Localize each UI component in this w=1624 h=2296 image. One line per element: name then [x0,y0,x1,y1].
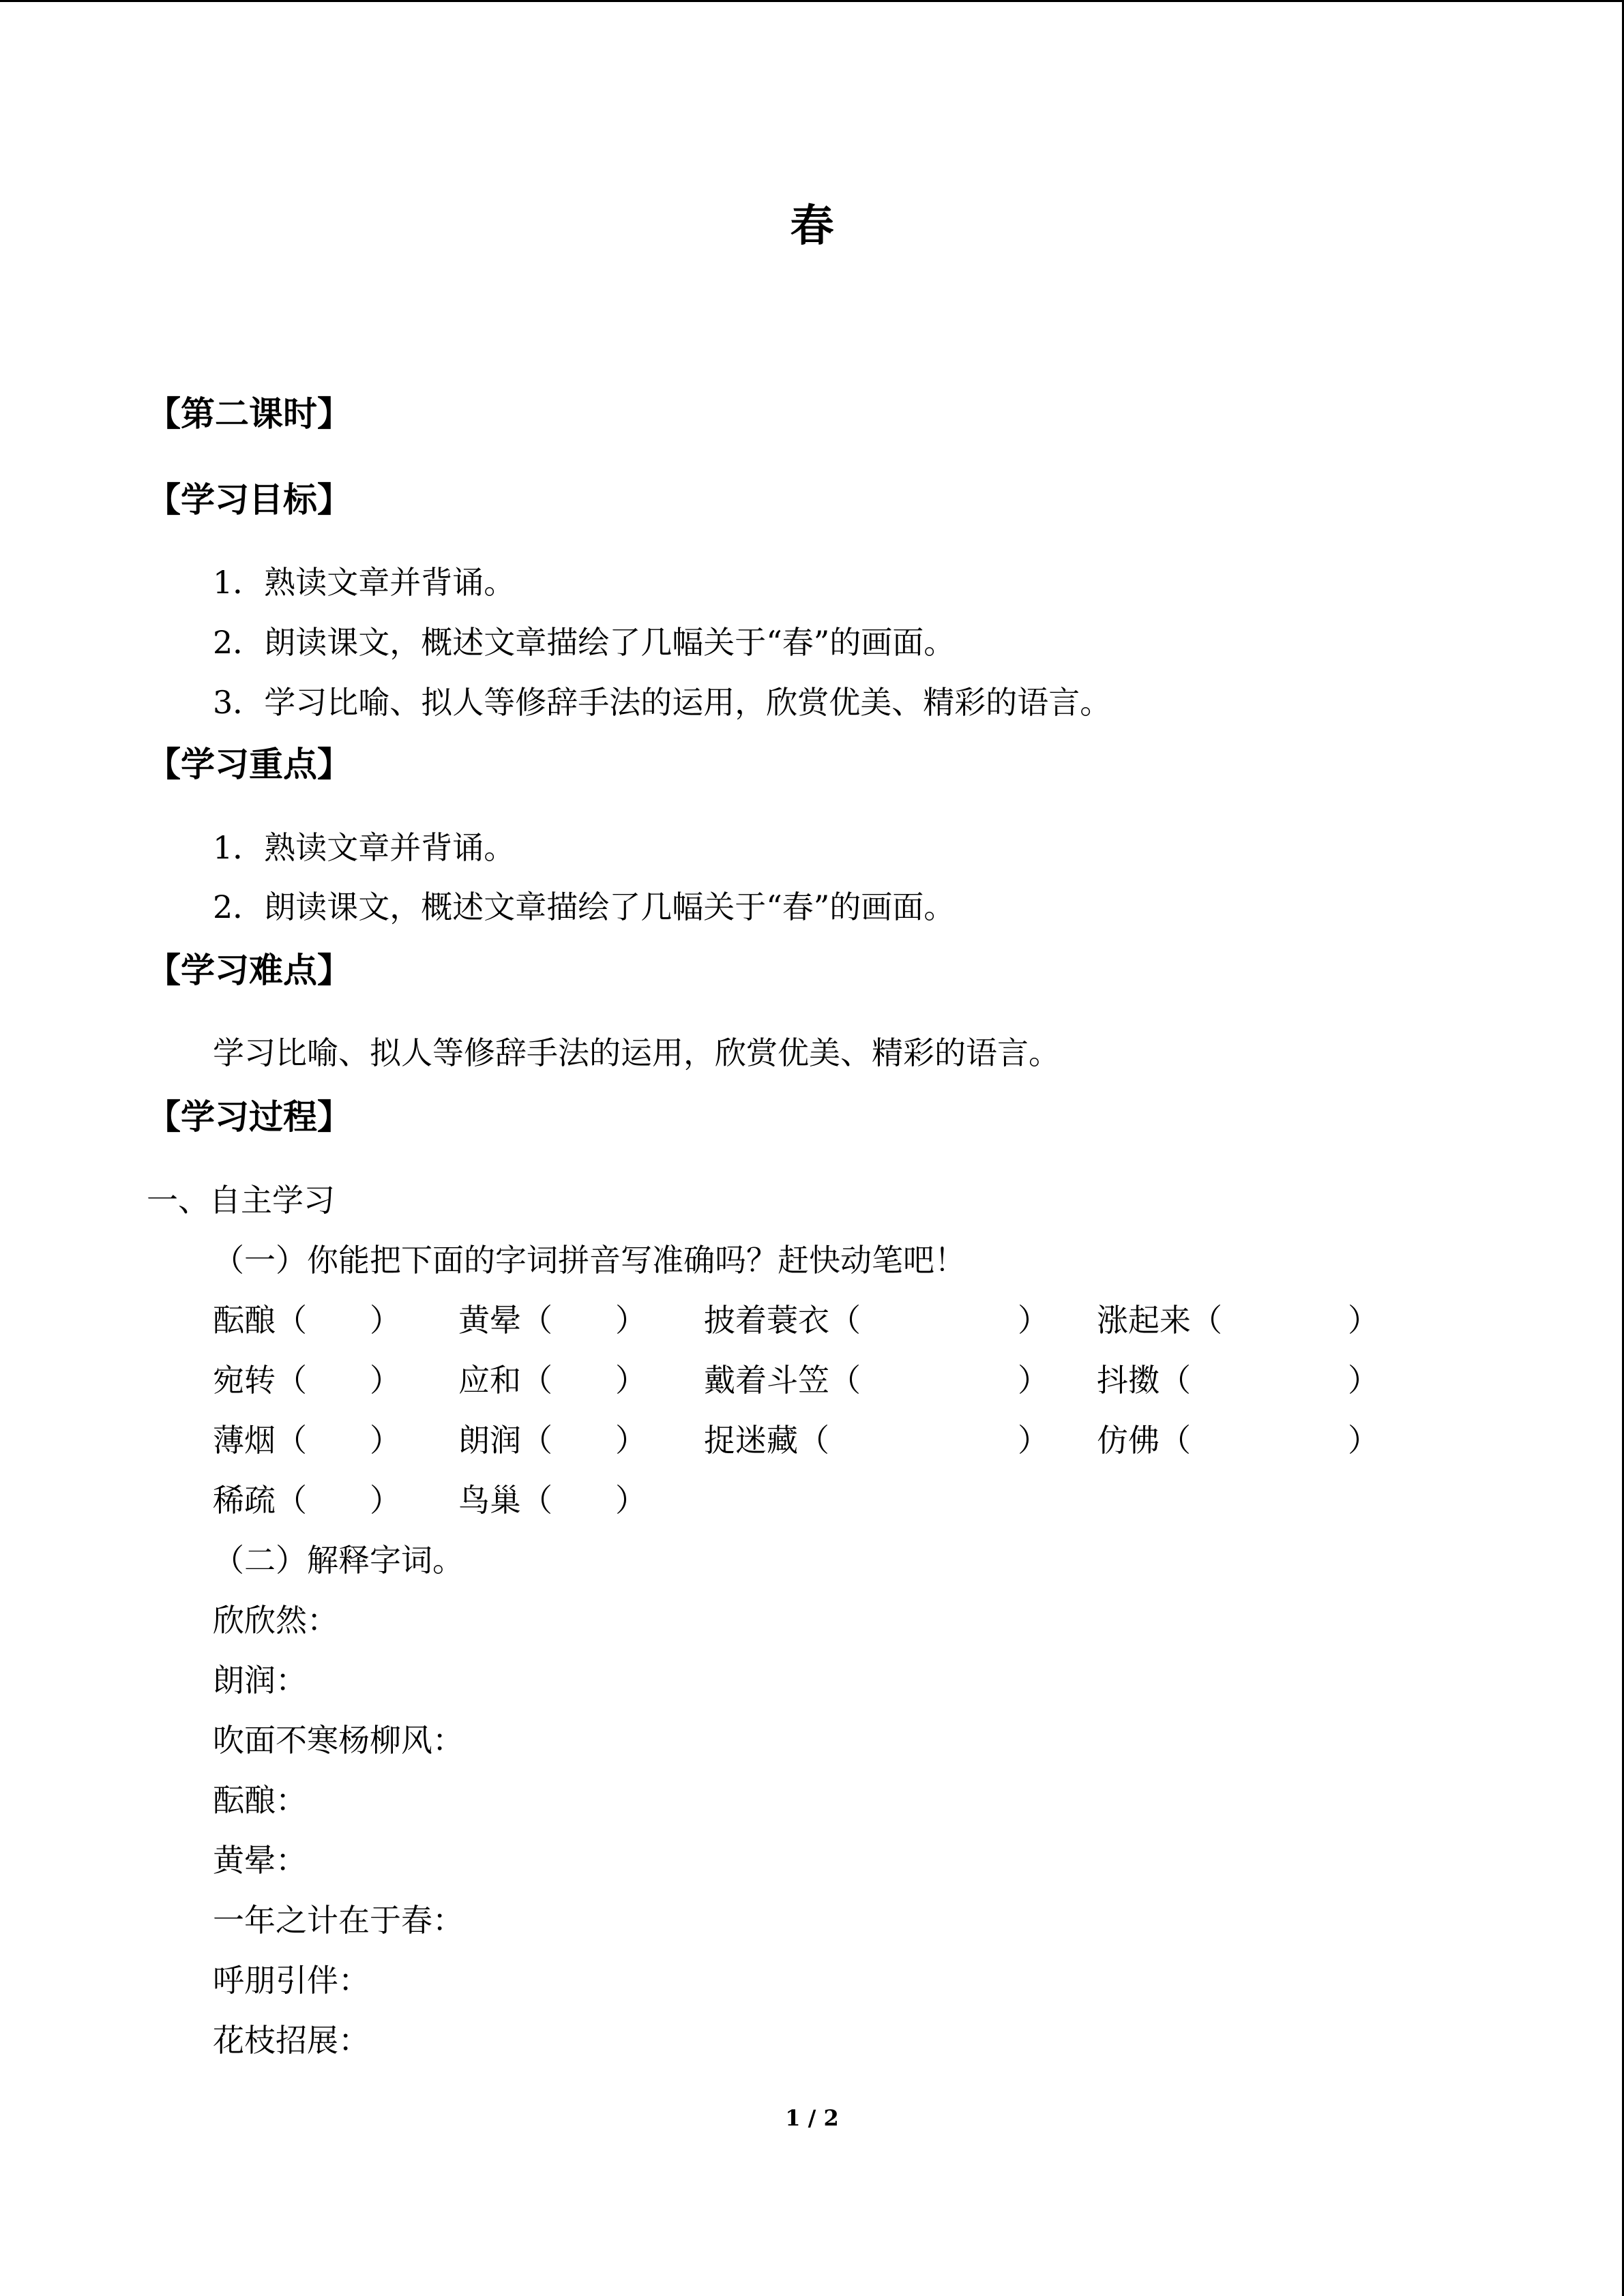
pinyin-cell: 鸟巢（ ） [458,1482,647,1519]
key-point-item: 2．朗读课文，概述文章描绘了几幅关于“春”的画面。 [213,889,956,925]
page-top-border [0,0,1624,2]
pinyin-cell: 披着蓑衣（ ） [704,1302,1049,1339]
pinyin-cell: 抖擞（ ） [1097,1362,1379,1399]
explain-prompt: （二）解释字词。 [213,1542,464,1579]
pinyin-cell: 黄晕（ ） [458,1302,647,1339]
term-item: 呼朋引伴： [213,1962,370,1999]
pinyin-cell: 稀疏（ ） [213,1482,401,1519]
term-item: 黄晕： [213,1842,307,1879]
process-heading: 【学习过程】 [147,1097,351,1137]
difficulty-text: 学习比喻、拟人等修辞手法的运用，欣赏优美、精彩的语言。 [213,1034,1060,1071]
pinyin-cell: 应和（ ） [458,1362,647,1399]
pinyin-cell: 酝酿（ ） [213,1302,401,1339]
objective-item: 3．学习比喻、拟人等修辞手法的运用，欣赏优美、精彩的语言。 [213,684,1112,721]
page-title: 春 [790,201,834,252]
objective-item: 1．熟读文章并背诵。 [213,564,516,601]
pinyin-prompt: （一）你能把下面的字词拼音写准确吗？赶快动笔吧！ [213,1242,966,1279]
key-points-heading: 【学习重点】 [147,745,351,784]
pinyin-cell: 捉迷藏（ ） [704,1422,1049,1459]
pinyin-cell: 戴着斗笠（ ） [704,1362,1049,1399]
objectives-heading: 【学习目标】 [147,480,351,520]
page-number: 1 / 2 [785,2105,839,2131]
pinyin-cell: 朗润（ ） [458,1422,647,1459]
term-item: 欣欣然： [213,1602,338,1639]
objective-item: 2．朗读课文，概述文章描绘了几幅关于“春”的画面。 [213,624,956,661]
term-item: 吹面不寒杨柳风： [213,1722,464,1759]
term-item: 一年之计在于春： [213,1902,464,1939]
section-self-study: 一、自主学习 [147,1182,335,1219]
term-item: 酝酿： [213,1782,307,1819]
pinyin-cell: 薄烟（ ） [213,1422,401,1459]
term-item: 朗润： [213,1662,307,1699]
difficulty-heading: 【学习难点】 [147,951,351,990]
lesson-heading: 【第二课时】 [147,394,351,434]
pinyin-cell: 涨起来（ ） [1097,1302,1379,1339]
pinyin-cell: 宛转（ ） [213,1362,401,1399]
pinyin-cell: 仿佛（ ） [1097,1422,1379,1459]
key-point-item: 1．熟读文章并背诵。 [213,829,516,866]
term-item: 花枝招展： [213,2022,370,2059]
